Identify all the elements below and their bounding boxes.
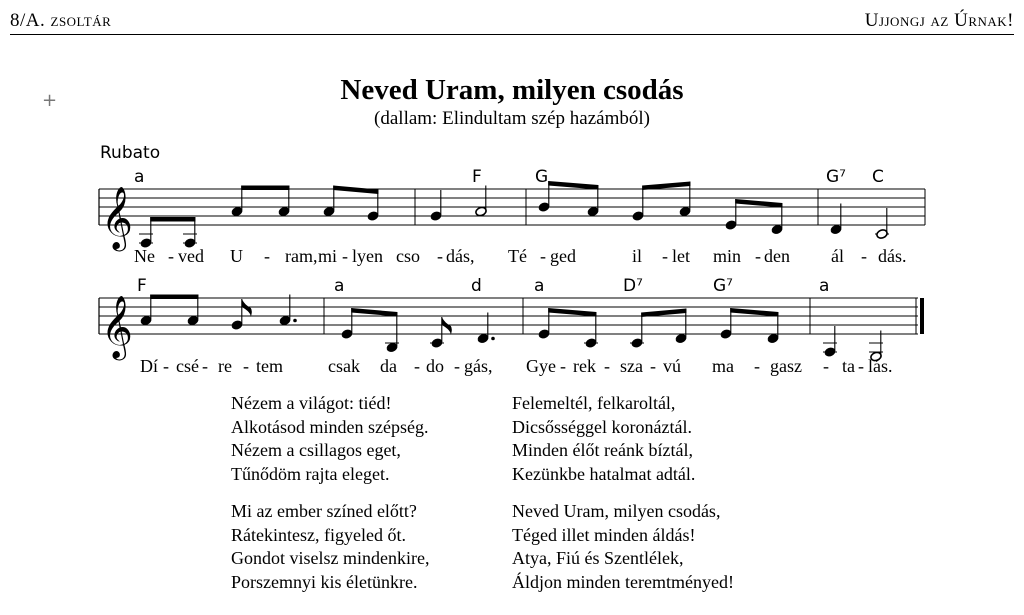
lyric-syllable: - <box>264 246 270 266</box>
beam <box>548 181 598 190</box>
stanzas-left-column <box>231 392 429 594</box>
chord-symbol: d <box>471 276 482 296</box>
chord-symbol: G⁷ <box>713 276 733 296</box>
lyric-syllable: Dí <box>140 356 158 376</box>
lyric-syllable: rek <box>573 356 596 376</box>
lyric-syllable: do <box>426 356 444 376</box>
header-book-title: Ujjongj az Úrnak! <box>864 10 1014 31</box>
lyric-syllable: csé <box>176 356 199 376</box>
lyric-syllable: - <box>858 356 864 376</box>
stanza-2 <box>512 392 734 486</box>
augmentation-dot <box>491 337 495 341</box>
beam <box>351 308 397 317</box>
stanza-line: Dicsősséggel koronáztál. <box>512 416 692 437</box>
lyric-syllable: - <box>342 246 348 266</box>
tempo-marking: Rubato <box>100 143 161 163</box>
lyric-syllable: da <box>380 356 397 376</box>
lyric-syllable: ta <box>842 356 855 376</box>
lyric-syllable: Té <box>508 246 527 266</box>
lyric-syllable: - <box>243 356 249 376</box>
song-subtitle: (dallam: Elindultam szép hazámból) <box>374 108 650 129</box>
lyric-syllable: - <box>560 356 566 376</box>
lyric-syllable: csak <box>328 356 360 376</box>
beam <box>333 186 378 195</box>
song-title: Neved Uram, milyen csodás <box>340 74 684 106</box>
lyric-syllable: ma <box>712 356 734 376</box>
beam <box>548 308 596 317</box>
lyric-syllable: - <box>540 246 546 266</box>
beam <box>241 186 289 191</box>
lyric-syllable: ved <box>178 246 204 266</box>
crosshair-icon: + <box>42 90 58 111</box>
lyric-syllable: - <box>414 356 420 376</box>
stanza-line: Téged illet minden áldás! <box>512 524 696 545</box>
final-barline-thick <box>920 298 924 334</box>
score-group <box>99 167 925 376</box>
beam <box>730 308 778 317</box>
lyric-syllable: ram, <box>285 246 318 266</box>
lyric-syllable: let <box>672 246 690 266</box>
stanza-line: Alkotásod minden szépség. <box>231 416 429 437</box>
lyric-syllable: - <box>437 246 443 266</box>
stanza-4 <box>512 500 734 594</box>
lyric-syllable: re <box>218 356 232 376</box>
lyric-syllable: - <box>861 246 867 266</box>
lyric-syllable: dás. <box>878 246 907 266</box>
beam <box>735 199 782 208</box>
stanza-line: Kezünkbe hatalmat adtál. <box>512 463 696 484</box>
lyric-syllable: ged <box>550 246 576 266</box>
lyric-syllable: - <box>168 246 174 266</box>
header-psalm-number: 8/A. zsoltár <box>10 10 112 31</box>
treble-clef: 𝄞 <box>101 186 133 249</box>
stanza-3 <box>231 500 429 594</box>
lyric-syllable: Gye <box>526 356 556 376</box>
lyric-syllable: gasz <box>770 356 802 376</box>
eighth-flag <box>442 317 452 335</box>
eighth-flag <box>242 299 252 317</box>
lyric-syllable: min <box>713 246 742 266</box>
lyric-syllable: tem <box>256 356 283 376</box>
chord-symbol: a <box>334 276 345 296</box>
stanza-line: Nézem a csillagos eget, <box>231 440 401 460</box>
chord-symbol: C <box>872 167 884 187</box>
lyric-syllable: - <box>754 356 760 376</box>
lyric-syllable: - <box>823 356 829 376</box>
lyric-syllable: il <box>632 246 643 266</box>
treble-clef: 𝄞 <box>101 295 133 358</box>
stanza-line: Rátekintesz, figyeled őt. <box>231 524 406 545</box>
chord-symbol: a <box>534 276 545 296</box>
stanzas-right-column <box>512 392 734 594</box>
lyric-syllable: - <box>662 246 668 266</box>
augmentation-dot <box>293 319 297 323</box>
stanza-line: Nézem a világot: tiéd! <box>231 393 392 413</box>
lyric-syllable: cso <box>396 246 420 266</box>
lyric-syllable: - <box>604 356 610 376</box>
lyric-syllable: mi <box>318 246 338 266</box>
stanza-line: Atya, Fiú és Szentlélek, <box>512 548 684 568</box>
chord-symbol: G⁷ <box>826 167 846 187</box>
lyric-syllable: - <box>163 356 169 376</box>
lyric-syllable: sza <box>620 356 643 376</box>
stanza-line: Minden élőt reánk bíztál, <box>512 440 693 460</box>
stanza-1 <box>231 392 429 486</box>
stanza-line: Porszemnyi kis életünkre. <box>231 571 418 592</box>
lyric-syllable: - <box>202 356 208 376</box>
lyric-syllable: gás, <box>464 356 493 376</box>
chord-symbol: F <box>472 167 482 187</box>
chord-symbol: a <box>134 167 145 187</box>
lyric-syllable: Ne <box>134 246 155 266</box>
beam <box>150 217 195 222</box>
stanza-line: Áldjon minden teremtményed! <box>512 571 734 592</box>
lyric-syllable: dás, <box>446 246 475 266</box>
lyric-syllable: den <box>764 246 790 266</box>
stanza-line: Gondot viselsz mindenkire, <box>231 548 430 568</box>
stanza-line: Mi az ember színed előtt? <box>231 501 417 521</box>
chord-symbol: G <box>535 167 549 187</box>
lyric-syllable: lyen <box>352 246 383 266</box>
stanza-line: Neved Uram, milyen csodás, <box>512 501 721 521</box>
lyric-syllable: - <box>650 356 656 376</box>
beam <box>150 295 198 300</box>
chord-symbol: a <box>819 276 830 296</box>
lyric-syllable: - <box>454 356 460 376</box>
chord-symbol: D⁷ <box>623 276 643 296</box>
stanza-line: Tűnődöm rajta eleget. <box>231 463 390 484</box>
lyric-syllable: lás. <box>868 356 893 376</box>
chord-symbol: F <box>137 276 147 296</box>
lyric-syllable: vú <box>663 356 681 376</box>
lyric-syllable: U <box>230 246 243 266</box>
lyric-syllable: ál <box>831 246 844 266</box>
stanza-line: Felemeltél, felkaroltál, <box>512 393 676 413</box>
lyric-syllable: - <box>755 246 761 266</box>
